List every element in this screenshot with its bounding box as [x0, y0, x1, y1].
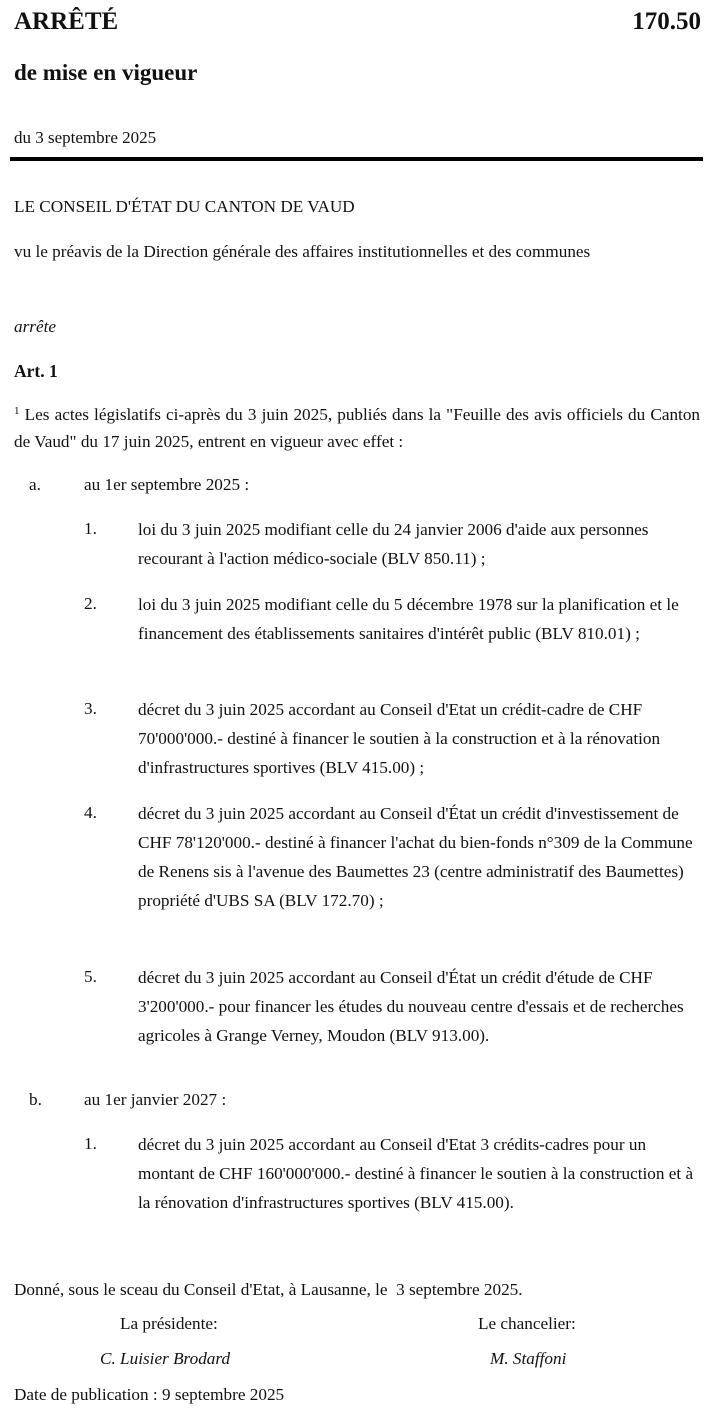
- list-item: décret du 3 juin 2025 accordant au Conseil d'État un crédit d'investissement de CHF 78'120'000.- destiné à financer l'achat du bien-fonds n°309 de la Commune de Renens sis à l'avenue des Baumettes 23 (centre administratif des Baumettes) propriété d'UBS SA (BLV 172.70) ;: [138, 804, 693, 910]
- document-date: du 3 septembre 2025: [14, 128, 157, 147]
- section-heading: au 1er septembre 2025 :: [84, 475, 250, 494]
- item-number: 1.: [84, 519, 97, 538]
- article-title: Art. 1: [14, 361, 58, 381]
- item-number: 4.: [84, 803, 97, 822]
- given-statement: Donné, sous le sceau du Conseil d'Etat, à Lausanne, le 3 septembre 2025.: [14, 1280, 523, 1299]
- list-item: loi du 3 juin 2025 modifiant celle du 5 décembre 1978 sur la planification et le financement des établissements sanitaires d'intérêt public (BLV 810.01) ;: [138, 595, 679, 643]
- document-number: 170.50: [632, 8, 701, 35]
- signatory-name: C. Luisier Brodard: [100, 1349, 231, 1368]
- paragraph-text: Les actes législatifs ci-après du 3 juin 2025, publiés dans la "Feuille des avis officiels du Canton de Vaud" du 17 juin 2025, entrent en vigueur avec effet :: [14, 405, 701, 451]
- list-item: décret du 3 juin 2025 accordant au Conseil d'Etat un crédit-cadre de CHF 70'000'000.- destiné à financer le soutien à la construction et à la rénovation d'infrastructures sportives (BLV 415.00) ;: [138, 700, 661, 777]
- item-number: 1.: [84, 1134, 97, 1153]
- issuing-authority: LE CONSEIL D'ÉTAT DU CANTON DE VAUD: [14, 197, 355, 216]
- item-number: 2.: [84, 594, 97, 613]
- paragraph-number: 1: [14, 405, 20, 417]
- article-paragraph: [14, 401, 700, 455]
- section-letter: b.: [29, 1090, 42, 1109]
- item-number: 5.: [84, 967, 97, 986]
- document-subtitle: de mise en vigueur: [14, 60, 198, 85]
- preamble-preavis: vu le préavis de la Direction générale des affaires institutionnelles et des communes: [14, 242, 591, 261]
- publication-date: Date de publication : 9 septembre 2025: [14, 1385, 285, 1404]
- document-title: ARRÊTÉ: [14, 8, 119, 35]
- list-item: décret du 3 juin 2025 accordant au Conseil d'Etat 3 crédits-cadres pour un montant de CHF 160'000'000.- destiné à financer le soutien à la construction et à la rénovation d'infrastructures sportives (BLV 415.00).: [138, 1135, 694, 1212]
- section-letter: a.: [29, 475, 41, 494]
- signatory-name: M. Staffoni: [490, 1349, 567, 1368]
- list-item: loi du 3 juin 2025 modifiant celle du 24 janvier 2006 d'aide aux personnes recourant à l'action médico-sociale (BLV 850.11) ;: [138, 520, 649, 568]
- decree-verb: arrête: [14, 317, 57, 336]
- signatory-role: La présidente:: [120, 1314, 218, 1333]
- list-item: décret du 3 juin 2025 accordant au Conseil d'État un crédit d'étude de CHF 3'200'000.- pour financer les études du nouveau centre d'essais et de recherches agricoles à Grange Verney, Moudon (BLV 913.00).: [138, 968, 684, 1045]
- header-divider: [10, 157, 703, 161]
- signatory-role: Le chancelier:: [478, 1314, 576, 1333]
- section-heading: au 1er janvier 2027 :: [84, 1090, 227, 1109]
- item-number: 3.: [84, 699, 97, 718]
